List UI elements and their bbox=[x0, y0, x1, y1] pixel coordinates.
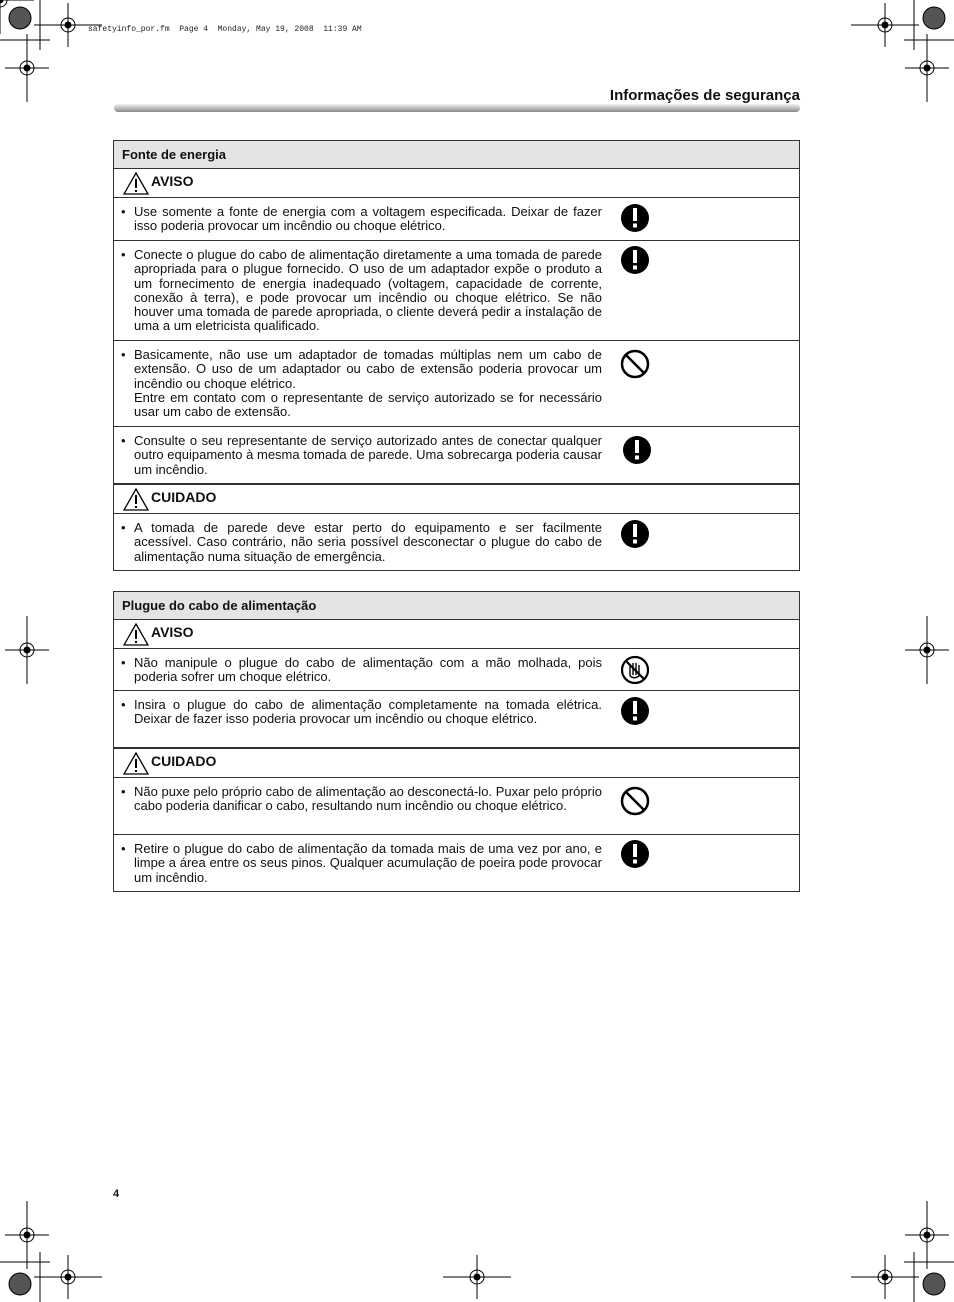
header-rule bbox=[114, 104, 800, 112]
mandatory-icon bbox=[621, 434, 653, 466]
warning-level-aviso bbox=[114, 620, 799, 649]
bullet: • bbox=[121, 520, 126, 535]
warning-triangle-icon bbox=[123, 488, 149, 511]
mandatory-icon bbox=[619, 838, 651, 870]
bullet: • bbox=[121, 247, 126, 262]
prohibited-icon bbox=[619, 348, 651, 380]
section-title: Plugue do cabo de alimentação bbox=[114, 592, 799, 620]
list-item bbox=[114, 835, 799, 891]
bullet: • bbox=[121, 347, 126, 362]
page-number: 4 bbox=[113, 1188, 120, 1200]
warning-label: CUIDADO bbox=[151, 753, 217, 769]
item-text: Não manipule o plugue do cabo de alimentação com a mão molhada, pois poderia sofrer um choque elétrico. bbox=[134, 655, 602, 685]
section-plugue-do-cabo bbox=[113, 591, 800, 892]
mandatory-icon bbox=[619, 518, 651, 550]
prohibited-icon bbox=[619, 785, 651, 817]
warning-level-cuidado bbox=[114, 484, 799, 514]
section-title: Fonte de energia bbox=[114, 141, 799, 169]
list-item bbox=[114, 778, 799, 835]
bullet: • bbox=[121, 784, 126, 799]
list-item bbox=[114, 198, 799, 241]
section-fonte-de-energia bbox=[113, 140, 800, 571]
warning-level-aviso bbox=[114, 169, 799, 198]
item-text: Não puxe pelo próprio cabo de alimentação ao desconectá-lo. Puxar pelo próprio cabo poderia danificar o cabo, resultando num incêndio ou choque elétrico. bbox=[134, 784, 602, 814]
item-text: Retire o plugue do cabo de alimentação da tomada mais de uma vez por ano, e limpe a área entre os seus pinos. Qualquer acumulação de poeira pode provocar um incêndio. bbox=[134, 841, 602, 885]
item-text-line: Entre em contato com o representante de serviço autorizado se for necessário usar um cabo de extensão. bbox=[134, 389, 602, 420]
list-item bbox=[114, 427, 799, 484]
list-item bbox=[114, 241, 799, 341]
bullet: • bbox=[121, 433, 126, 448]
warning-triangle-icon bbox=[123, 623, 149, 646]
print-slug-line: safetyinfo_por.fm Page 4 Monday, May 19, 2008 11:39 AM bbox=[88, 25, 362, 34]
list-item bbox=[114, 691, 799, 748]
warning-label: CUIDADO bbox=[151, 489, 217, 505]
warning-triangle-icon bbox=[123, 172, 149, 195]
list-item bbox=[114, 649, 799, 691]
item-text: A tomada de parede deve estar perto do equipamento e ser facilmente acessível. Caso contrário, não seria possível desconectar o plugue do cabo de alimentação numa situação de emergência. bbox=[134, 520, 602, 564]
item-text: Conecte o plugue do cabo de alimentação diretamente a uma tomada de parede apropriada para o plugue fornecido. O uso de um adaptador expõe o produto a um fornecimento de energia inadequado (voltagem, capacidade de corrente, conexão à terra), e pode provocar um incêndio ou choque elétrico. Se não houver uma tomada de parede apropriada, o cliente deverá pedir a instalação de uma a um eletricista qualificado. bbox=[134, 247, 602, 334]
page-title: Informações de segurança bbox=[609, 87, 800, 104]
no-wet-hands-icon bbox=[619, 654, 651, 686]
warning-level-cuidado bbox=[114, 748, 799, 778]
bullet: • bbox=[121, 655, 126, 670]
bullet: • bbox=[121, 697, 126, 712]
warning-triangle-icon bbox=[123, 752, 149, 775]
warning-label: AVISO bbox=[151, 624, 194, 640]
item-text-line: Basicamente, não use um adaptador de tomadas múltiplas nem um cabo de extensão. O uso de um adaptador ou cabo de extensão poderia provocar um incêndio ou choque elétrico. bbox=[134, 347, 602, 391]
item-text: Use somente a fonte de energia com a voltagem especificada. Deixar de fazer isso poderia provocar um incêndio ou choque elétrico. bbox=[134, 204, 602, 234]
list-item bbox=[114, 514, 799, 570]
list-item bbox=[114, 341, 799, 427]
item-text: Consulte o seu representante de serviço autorizado antes de conectar qualquer outro equipamento à mesma tomada de parede. Uma sobrecarga poderia causar um incêndio. bbox=[134, 433, 602, 477]
mandatory-icon bbox=[619, 244, 651, 276]
bullet: • bbox=[121, 841, 126, 856]
mandatory-icon bbox=[619, 695, 651, 727]
item-text bbox=[134, 348, 602, 419]
item-text: Insira o plugue do cabo de alimentação completamente na tomada elétrica. Deixar de fazer isso poderia provocar um incêndio ou choque elétrico. bbox=[134, 697, 602, 727]
mandatory-icon bbox=[619, 202, 651, 234]
bullet: • bbox=[121, 204, 126, 219]
warning-label: AVISO bbox=[151, 173, 194, 189]
